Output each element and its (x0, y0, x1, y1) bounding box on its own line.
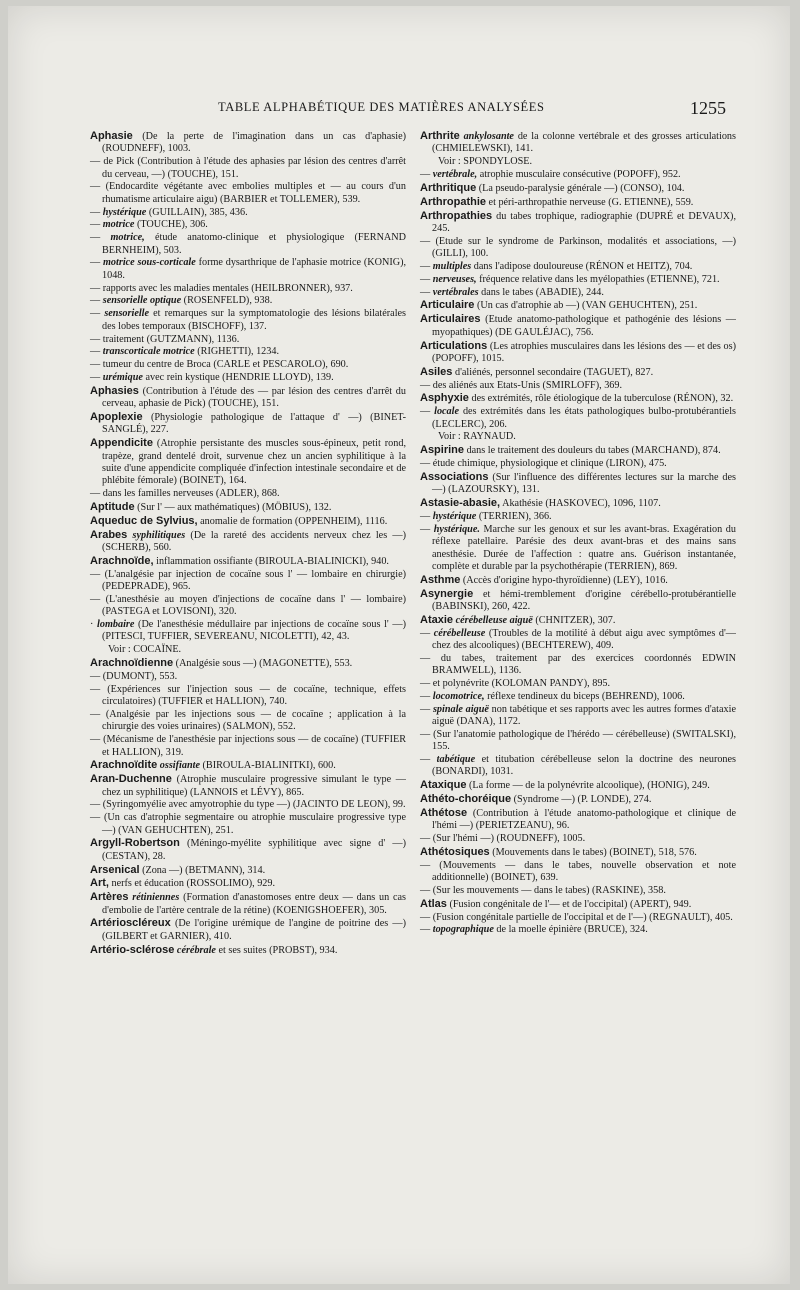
index-subentry (420, 524, 736, 573)
index-subentry (90, 569, 406, 594)
index-subentry (420, 261, 736, 273)
entry-qualifier: ossifiante (157, 760, 200, 772)
entry-text: Voir : SPONDYLOSE. (438, 156, 533, 168)
index-subentry (420, 236, 736, 261)
index-subentry (420, 912, 736, 924)
entry-text: (De la perte de l'imagination dans un cas d'aphasie) (ROUDNEFF), 1003. (102, 131, 406, 155)
index-entry (90, 385, 406, 411)
index-subentry (420, 704, 736, 729)
index-subentry (420, 885, 736, 897)
entry-dash: — (90, 206, 103, 218)
right-column (420, 130, 736, 937)
index-subentry (420, 653, 736, 678)
index-entry (90, 501, 406, 514)
index-subentry (90, 671, 406, 683)
entry-qualifier: motrice, (110, 232, 145, 244)
entry-qualifier: cérébelleuse aiguë (453, 614, 533, 626)
entry-dash: — (90, 308, 105, 320)
entry-headword: Asiles (420, 365, 453, 378)
entry-dash: — (90, 232, 111, 244)
entry-text: — et polynévrite (KOLOMAN PANDY), 895. (420, 677, 611, 689)
entry-text: (Contribution à l'étude des — par lésion des centres d'arrêt du cerveau, aphasie de Pick) (TOUCHE), 151. (102, 385, 406, 410)
entry-headword: Art, (90, 877, 109, 890)
entry-qualifier: cérébelleuse (433, 627, 486, 639)
entry-text: (TOUCHE), 306. (134, 219, 208, 231)
entry-text: de la colonne vertébrale et des grosses articulations (CHMIELEWSKI), 141. (432, 131, 736, 155)
entry-headword: Arthropathies (420, 209, 493, 222)
entry-dash: — (420, 273, 433, 285)
index-subentry (90, 372, 406, 384)
index-entry (420, 299, 736, 312)
index-subentry (420, 691, 736, 703)
index-subentry (90, 156, 406, 181)
index-entry (420, 807, 736, 833)
entry-dash: — (420, 703, 433, 715)
entry-qualifier: transcorticale motrice (102, 346, 195, 358)
entry-text: Voir : COCAÏNE. (108, 644, 182, 656)
entry-headword: Athétose (420, 806, 468, 819)
index-subentry (90, 812, 406, 837)
index-entry (90, 411, 406, 437)
index-entry (90, 437, 406, 487)
entry-headword: Apoplexie (90, 411, 143, 424)
entry-text: (De l'origine urémique de l'angine de poitrine des —) (GILBERT et GARNIER), 410. (102, 918, 406, 942)
entry-text: réflexe tendineux du biceps (BEHREND), 1006. (484, 690, 685, 702)
page-number: 1255 (690, 98, 726, 118)
index-subentry (420, 406, 736, 431)
entry-text: — (Expériences sur l'injection sous — de cocaïne, technique, effets circulatoires) (TUFFIER et HALLION), 740. (90, 683, 406, 708)
entry-dash: — (420, 627, 434, 639)
entry-text: — (L'analgésie par injection de cocaïne sous l' — lombaire en chirurgie) (PEDEPRADE), 965. (90, 568, 406, 593)
entry-text: — (L'anesthésie au moyen d'injections de cocaïne dans l' — lombaire) (PASTEGA et LOVISONI), 320. (90, 593, 406, 618)
index-subentry (90, 207, 406, 219)
entry-text: (CHNITZER), 307. (532, 614, 616, 626)
entry-text: (Formation d'anastomoses entre deux — dans un cas d'embolie de l'artère centrale de la rétine) (KOENIGSHOEFER), 305. (102, 892, 407, 916)
index-entry (420, 444, 736, 457)
entry-text: (Les atrophies musculaires dans les lésions des — et des os) (POPOFF), 1015. (432, 340, 736, 364)
entry-dash: — (90, 257, 103, 269)
entry-text: (Atrophie persistante des muscles sous-épineux, petit rond, trapèze, grand dentelé droit, survenue chez un ancien syphilitique à la suite d'une appendicite compliquée d'infection intestinale secondaire et de phlébite fémorale) (BOINET), 164. (102, 438, 406, 487)
entry-text: — (Endocardite végétante avec embolies multiples et — au cours d'un rhumatisme articulaire aigu) (BARBIER et TOLLEMER), 539. (90, 181, 406, 205)
entry-text: — du tabes, traitement par des exercices coordonnés EDWIN BRAMWELL), 1136. (420, 652, 736, 677)
entry-text: étude anatomo-clinique et physiologique (FERNAND BERNHEIM), 503. (102, 232, 407, 256)
index-subentry (420, 458, 736, 470)
entry-qualifier: hystérique (102, 206, 147, 218)
index-entry (420, 210, 736, 236)
entry-text: — (Un cas d'atrophie segmentaire ou atrophie musculaire progressive type —) (VAN GEHUCHTEN), 251. (90, 812, 406, 836)
index-entry (420, 846, 736, 859)
entry-headword: Articulaire (420, 299, 475, 312)
entry-text: forme dysarthrique de l'aphasie motrice (KONIG), 1048. (102, 257, 407, 281)
index-subentry (90, 232, 406, 257)
entry-text: (Etude anatomo-pathologique et pathogénie des lésions — myopathiques) (DE GAULÉJAC), 756. (432, 314, 736, 338)
entry-headword: Ataxie (420, 613, 454, 626)
entry-headword: Appendicite (90, 437, 153, 450)
entry-dash: — (90, 219, 103, 231)
entry-dash: — (90, 295, 103, 307)
entry-headword: Artério-sclérose (90, 943, 175, 956)
index-subentry (420, 924, 736, 936)
entry-text: (TERRIEN), 366. (476, 510, 552, 522)
index-entry (90, 877, 406, 890)
entry-text: dans le tabes (ABADIE), 244. (478, 286, 604, 298)
index-entry (420, 130, 736, 156)
entry-headword: Articulations (420, 339, 488, 352)
index-subentry (90, 295, 406, 307)
index-subentry (420, 754, 736, 779)
entry-text: — dans les familles nerveuses (ADLER), 868. (90, 488, 280, 500)
index-subentry (90, 709, 406, 734)
entry-text: — (Sur les mouvements — dans le tabes) (RASKINE), 358. (420, 884, 666, 896)
running-title: TABLE ALPHABÉTIQUE DES MATIÈRES ANALYSÉES (218, 100, 545, 114)
entry-text: — (Mécanisme de l'anesthésie par injections sous — de cocaïne) (TUFFIER et HALLION), 319. (90, 734, 406, 758)
entry-text: Marche sur les genoux et sur les avant-bras. Exagération du réflexe patellaire. Parésie des deux avant-bras et des mains sans anesthésie. Durée de l'affection : quatre ans. Guérison instantanée, complète et durable par la psychothérapie (TERRIEN), 869. (432, 523, 736, 572)
index-subentry (90, 594, 406, 619)
index-subentry (420, 729, 736, 754)
entry-dash: — (420, 754, 437, 765)
index-entry (420, 366, 736, 379)
entry-qualifier: spinale aiguë (432, 703, 489, 715)
entry-dash: — (420, 286, 433, 298)
entry-text: (Sur l' — aux mathématiques) (MÖBIUS), 132. (134, 501, 332, 513)
entry-text: — de Pick (Contribution à l'étude des aphasies par lésion des centres d'arrêt du cerveau, —) (TOUCHE), 151. (90, 156, 406, 180)
entry-qualifier: ankylosante (459, 131, 514, 142)
entry-text: (Fusion congénitale de l'— et de l'occipital) (APERT), 949. (446, 898, 692, 910)
index-page (8, 6, 790, 1284)
index-entry (90, 130, 406, 156)
entry-text: et remarques sur la symptomatologie des lésions bilatérales des lobes temporaux (BISCHOFF), 137. (102, 308, 407, 332)
entry-text: (Atrophie musculaire progressive simulant le type — chez un syphilitique) (LANNOIS et LÉVY), 865. (102, 774, 406, 798)
entry-qualifier: multiples (432, 260, 472, 272)
index-entry (420, 793, 736, 806)
entry-text: des extrémités dans les états pathologiques bulbo-protubérantiels (LECLERC), 206. (432, 406, 736, 430)
entry-headword: Athéto-choréique (420, 793, 512, 806)
index-subentry (90, 257, 406, 282)
entry-headword: Asthme (420, 573, 461, 586)
index-entry (90, 657, 406, 670)
entry-text: (ROSENFELD), 938. (181, 295, 273, 307)
entry-headword: Asynergie (420, 587, 474, 600)
entry-qualifier: vertébrales (432, 286, 479, 298)
entry-text: — rapports avec les maladies mentales (HEILBRONNER), 937. (90, 282, 353, 294)
entry-text: fréquence relative dans les myélopathies (ETIENNE), 721. (476, 273, 720, 285)
entry-headword: Artérioscléreux (90, 917, 171, 930)
index-subentry (90, 219, 406, 231)
entry-headword: Aqueduc de Sylvius, (90, 514, 198, 527)
entry-qualifier: urémique (102, 372, 143, 384)
index-entry (420, 574, 736, 587)
index-entry (420, 497, 736, 510)
entry-headword: Aptitude (90, 500, 135, 513)
entry-text: (Syndrome —) (P. LONDE), 274. (511, 794, 652, 806)
entry-dash: — (420, 406, 435, 418)
entry-text: (De l'anesthésie médullaire par injections de cocaïne sous l' —) (PITESCI, TUFFIER, SEVEREANU, NICOLETTI), 42, 43. (102, 619, 406, 643)
entry-headword: Asphyxie (420, 392, 469, 405)
index-entry (90, 759, 406, 772)
index-subentry (90, 684, 406, 709)
entry-headword: Aran-Duchenne (90, 773, 172, 786)
entry-text: — traitement (GUTZMANN), 1136. (90, 333, 240, 345)
entry-headword: Associations (420, 470, 489, 483)
entry-dash: — (420, 523, 434, 535)
entry-text: — (DUMONT), 553. (90, 670, 178, 682)
index-subentry (90, 346, 406, 358)
entry-text: des extrémités, rôle étiologique de la tuberculose (RÉNON), 32. (468, 393, 734, 405)
entry-text: (Accès d'origine hypo-thyroïdienne) (LEY), 1016. (460, 574, 668, 586)
index-subentry (420, 833, 736, 845)
index-entry (90, 529, 406, 555)
entry-headword: Arachnoïde, (90, 554, 154, 567)
index-entry (90, 515, 406, 528)
entry-text: Voir : RAYNAUD. (438, 431, 516, 443)
entry-headword: Arabes (90, 528, 128, 541)
entry-text: dans l'adipose douloureuse (RÉNON et HEITZ), 704. (471, 260, 693, 272)
entry-headword: Artères (90, 891, 129, 904)
entry-qualifier: syphilitiques (127, 529, 186, 541)
entry-text: de la moelle épinière (BRUCE), 324. (493, 924, 648, 936)
index-entry (420, 392, 736, 405)
entry-text: (De la rareté des accidents nerveux chez les —) (SCHERB), 560. (102, 529, 406, 553)
index-subentry (90, 488, 406, 500)
entry-qualifier: tabétique (436, 754, 476, 765)
index-subentry (90, 359, 406, 371)
entry-dash: — (90, 372, 103, 384)
index-entry (90, 917, 406, 943)
entry-headword: Atlas (420, 897, 447, 910)
index-subentry (420, 628, 736, 653)
entry-text: non tabétique et ses rapports avec les autres formes d'ataxie aiguë (DANA), 1172. (432, 703, 736, 727)
entry-text: et péri-arthropathie nerveuse (G. ETIENNE), 559. (486, 196, 694, 208)
entry-text: (Mouvements dans le tabes) (BOINET), 518, 576. (489, 846, 697, 858)
entry-dash: — (420, 510, 433, 522)
entry-headword: Ataxique (420, 779, 467, 792)
entry-text: (Méningo-myélite syphilitique avec signe d' —) (CESTAN), 28. (102, 838, 406, 862)
entry-text: Akathésie (HASKOVEC), 1096, 1107. (500, 498, 661, 510)
index-entry (420, 340, 736, 366)
entry-text: et ses suites (PROBST), 934. (215, 944, 338, 956)
index-subentry (420, 169, 736, 181)
entry-headword: Arthropathie (420, 195, 486, 208)
entry-headword: Aspirine (420, 444, 465, 457)
entry-text: (Un cas d'atrophie ab —) (VAN GEHUCHTEN), 251. (474, 300, 698, 312)
index-entry (420, 779, 736, 792)
index-entry (90, 864, 406, 877)
entry-headword: Arachnoïdienne (90, 657, 174, 670)
index-subentry (90, 799, 406, 811)
index-subentry (420, 287, 736, 299)
entry-headword: Aphasies (90, 384, 139, 397)
entry-text: — (Etude sur le syndrome de Parkinson, modalités et associations, —) (GILLI), 100. (420, 235, 736, 260)
index-subentry (90, 334, 406, 346)
index-subentry (420, 678, 736, 690)
entry-qualifier: motrice sous-corticale (103, 257, 196, 269)
index-entry (90, 944, 406, 957)
index-entry (420, 182, 736, 195)
entry-text: (Troubles de la motilité à début aigu avec symptômes d'— chez des alcooliques) (BECHTEREW), 409. (432, 627, 736, 651)
index-entry (420, 898, 736, 911)
index-subentry (420, 380, 736, 392)
entry-text: nerfs et éducation (ROSSOLIMO), 929. (108, 878, 276, 890)
entry-dash: — (420, 690, 433, 702)
entry-headword: Arthritique (420, 181, 477, 194)
entry-dash: · (90, 619, 98, 631)
entry-headword: Aphasie (90, 130, 133, 142)
entry-text: avec rein kystique (HENDRIE LLOYD), 139. (142, 372, 334, 384)
entry-headword: Arsenical (90, 863, 140, 876)
index-subentry (420, 860, 736, 885)
cross-reference (90, 644, 406, 656)
entry-qualifier: vertébrale, (432, 169, 478, 181)
entry-qualifier: lombaire (97, 619, 135, 631)
entry-qualifier: hystérique (432, 510, 477, 522)
entry-headword: Arthrite (420, 130, 460, 142)
entry-text: anomalie de formation (OPPENHEIM), 1116. (197, 515, 388, 527)
left-column (90, 130, 406, 958)
entry-text: inflammation ossifiante (BIROULA-BIALINICKI), 940. (153, 555, 389, 567)
entry-text: atrophie musculaire consécutive (POPOFF), 952. (477, 169, 681, 181)
entry-text: — (Syringomyélie avec amyotrophie du type —) (JACINTO DE LEON), 99. (90, 799, 406, 811)
entry-text: et titubation cérébelleuse selon la doctrine des neurones (BONARDI), 1031. (432, 754, 737, 778)
index-entry (420, 196, 736, 209)
index-subentry (90, 283, 406, 295)
entry-text: (La pseudo-paralysie générale —) (CONSO), 104. (476, 182, 685, 194)
entry-qualifier: hystérique. (433, 523, 480, 535)
entry-qualifier: topographique (432, 924, 494, 936)
entry-dash: — (420, 169, 433, 181)
entry-qualifier: sensorielle optique (102, 295, 182, 307)
index-subentry (420, 511, 736, 523)
entry-headword: Arachnoïdite (90, 759, 158, 772)
entry-qualifier: motrice (102, 219, 135, 231)
entry-headword: Articulaires (420, 313, 481, 326)
index-entry (90, 837, 406, 863)
entry-text: (Analgésie sous —) (MAGONETTE), 553. (173, 658, 353, 670)
index-entry (420, 614, 736, 627)
index-subentry (90, 619, 406, 644)
entry-qualifier: locomotrice, (432, 690, 485, 702)
entry-dash: — (90, 346, 103, 358)
index-entry (420, 471, 736, 497)
entry-text: — (Analgésie par les injections sous — de cocaïne ; application à la chirurgie des voies urinaires) (SALMON), 552. (90, 708, 406, 733)
index-subentry (420, 274, 736, 286)
entry-qualifier: rétiniennes (128, 892, 180, 904)
index-entry (90, 773, 406, 799)
entry-qualifier: cérébrale (174, 944, 216, 956)
entry-text: — (Sur l'anatomie pathologique de l'hérédo — cérébelleuse) (SWITALSKI), 155. (420, 728, 736, 753)
entry-text: — étude chimique, physiologique et clinique (LIRON), 475. (420, 458, 667, 470)
entry-text: d'aliénés, personnel secondaire (TAGUET), 827. (452, 366, 654, 378)
page-header (88, 98, 726, 122)
index-subentry (90, 181, 406, 206)
entry-text: — (Fusion congénitale partielle de l'occipital et de l'—) (REGNAULT), 405. (420, 911, 733, 923)
entry-headword: Argyll-Robertson (90, 837, 180, 850)
entry-qualifier: sensorielle (104, 308, 150, 320)
entry-dash: — (420, 260, 433, 272)
index-entry (420, 313, 736, 339)
index-entry (90, 555, 406, 568)
entry-text: (BIROULA-BIALINITKI), 600. (199, 760, 336, 772)
entry-text: (RIGHETTI), 1234. (194, 346, 280, 358)
entry-headword: Astasie-abasie, (420, 497, 501, 510)
entry-qualifier: locale (434, 406, 460, 418)
index-entry (90, 891, 406, 917)
entry-dash: — (420, 924, 433, 936)
entry-qualifier: nerveuses, (432, 273, 477, 285)
index-subentry (90, 308, 406, 333)
cross-reference (420, 156, 736, 168)
entry-text: dans le traitement des douleurs du tabes (MARCHAND), 874. (464, 445, 721, 457)
entry-text: — (Sur l'hémi —) (ROUDNEFF), 1005. (420, 833, 586, 845)
entry-text: (La forme — de la polynévrite alcoolique), (HONIG), 249. (466, 780, 710, 792)
entry-text: — tumeur du centre de Broca (CARLE et PESCAROLO), 690. (90, 359, 349, 371)
entry-headword: Athétosiques (420, 845, 490, 858)
entry-text: et hémi-tremblement d'origine cérébello-protubérantielle (BABINSKI), 260, 422. (432, 588, 736, 612)
entry-text: — (Mouvements — dans le tabes, nouvelle observation et note additionnelle) (BOINET), 639. (420, 859, 736, 884)
entry-text: — des aliénés aux Etats-Unis (SMIRLOFF), 369. (420, 379, 623, 391)
entry-text: (Contribution à l'étude anatomo-pathologique et clinique de l'hémi —) (PERIETZEANU), 96. (432, 807, 736, 832)
index-entry (420, 588, 736, 614)
index-subentry (90, 734, 406, 759)
entry-text: (Zona —) (BETMANN), 314. (139, 864, 266, 876)
entry-text: du tabes trophique, radiographie (DUPRÉ et DEVAUX), 245. (432, 210, 736, 234)
entry-text: (GUILLAIN), 385, 436. (146, 206, 248, 218)
cross-reference (420, 431, 736, 443)
entry-text: (Sur l'influence des différentes lectures sur la marche des —) (LAZOURSKY), 131. (432, 471, 736, 496)
entry-text: (Physiologie pathologique de l'attaque d' —) (BINET-SANGLÉ), 227. (102, 412, 406, 436)
